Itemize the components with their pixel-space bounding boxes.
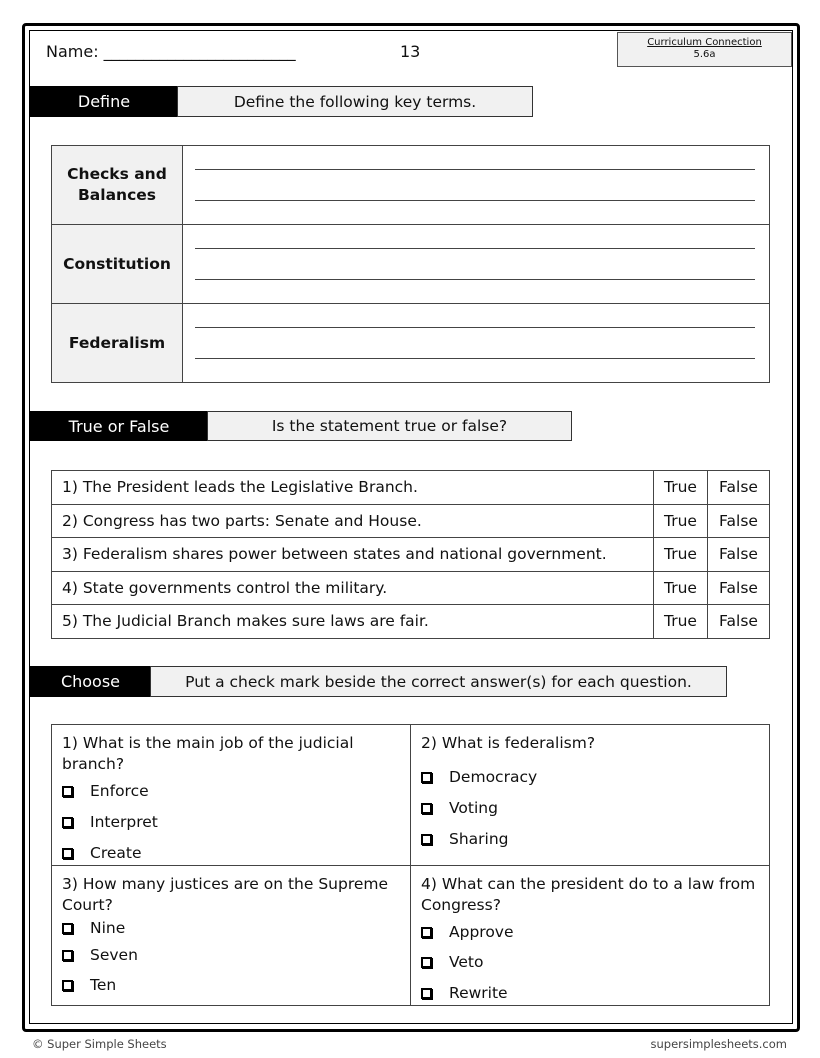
curriculum-connection-box bbox=[617, 32, 792, 67]
question-cell bbox=[52, 866, 411, 1006]
false-option[interactable]: False bbox=[708, 538, 770, 572]
multiple-choice-table bbox=[51, 724, 770, 1006]
false-option[interactable]: False bbox=[708, 504, 770, 538]
question-cell bbox=[411, 725, 770, 866]
answer-option[interactable] bbox=[62, 781, 400, 802]
false-option[interactable]: False bbox=[708, 471, 770, 505]
option-label: Sharing bbox=[449, 830, 509, 848]
answer-option[interactable] bbox=[421, 952, 759, 973]
page-number: 13 bbox=[400, 42, 421, 61]
statement-text: 5) The Judicial Branch makes sure laws are fair. bbox=[52, 605, 654, 639]
question-row bbox=[52, 725, 770, 866]
checkbox-icon[interactable] bbox=[421, 772, 432, 783]
checkbox-icon[interactable] bbox=[421, 988, 432, 999]
statement-row bbox=[52, 504, 770, 538]
checkbox-icon[interactable] bbox=[62, 817, 73, 828]
option-label: Democracy bbox=[449, 768, 538, 786]
website-text: supersimplesheets.com bbox=[650, 1037, 787, 1051]
answer-option[interactable] bbox=[421, 983, 759, 1004]
false-option[interactable]: False bbox=[708, 605, 770, 639]
checkbox-icon[interactable] bbox=[421, 803, 432, 814]
checkbox-icon[interactable] bbox=[62, 923, 73, 934]
answer-option[interactable] bbox=[62, 812, 400, 833]
true-option[interactable]: True bbox=[654, 471, 708, 505]
question-cell bbox=[411, 866, 770, 1006]
copyright-text: © Super Simple Sheets bbox=[32, 1037, 167, 1051]
option-label: Enforce bbox=[90, 782, 149, 800]
option-label: Rewrite bbox=[449, 984, 508, 1002]
checkbox-icon[interactable] bbox=[62, 786, 73, 797]
checkbox-icon[interactable] bbox=[421, 834, 432, 845]
name-field: Name: ________________________ bbox=[46, 42, 296, 61]
answer-lines[interactable] bbox=[183, 225, 770, 304]
question-text: 1) What is the main job of the judicial branch? bbox=[62, 734, 354, 773]
statement-row bbox=[52, 471, 770, 505]
statement-row bbox=[52, 538, 770, 572]
checkbox-icon[interactable] bbox=[62, 848, 73, 859]
checkbox-icon[interactable] bbox=[62, 950, 73, 961]
term-label: Federalism bbox=[68, 333, 166, 352]
term-label: Constitution bbox=[63, 254, 171, 273]
define-instruction: Define the following key terms. bbox=[177, 86, 533, 117]
statement-text: 4) State governments control the military. bbox=[52, 571, 654, 605]
true-option[interactable]: True bbox=[654, 538, 708, 572]
true-false-instruction: Is the statement true or false? bbox=[207, 411, 572, 441]
option-label: Voting bbox=[449, 799, 498, 817]
term-cell bbox=[52, 304, 183, 383]
option-label: Approve bbox=[449, 923, 514, 941]
question-row bbox=[52, 866, 770, 1006]
choose-section-label: Choose bbox=[30, 666, 151, 697]
statement-row bbox=[52, 571, 770, 605]
option-label: Ten bbox=[90, 976, 117, 994]
statement-text: 1) The President leads the Legislative Branch. bbox=[52, 471, 654, 505]
true-option[interactable]: True bbox=[654, 504, 708, 538]
answer-option[interactable] bbox=[62, 975, 400, 996]
question-text: 4) What can the president do to a law from Congress? bbox=[421, 875, 756, 914]
question-text: 2) What is federalism? bbox=[421, 734, 596, 752]
option-label: Create bbox=[90, 844, 142, 862]
question-cell bbox=[52, 725, 411, 866]
define-row bbox=[52, 304, 770, 383]
choose-instruction: Put a check mark beside the correct answer(s) for each question. bbox=[150, 666, 727, 697]
option-label: Seven bbox=[90, 946, 138, 964]
answer-lines[interactable] bbox=[183, 146, 770, 225]
term-label: Balances bbox=[77, 186, 156, 204]
checkbox-icon[interactable] bbox=[62, 980, 73, 991]
term-cell bbox=[52, 225, 183, 304]
checkbox-icon[interactable] bbox=[421, 957, 432, 968]
curriculum-code: 5.6a bbox=[693, 49, 716, 60]
answer-option[interactable] bbox=[62, 843, 400, 864]
answer-option[interactable] bbox=[62, 918, 400, 939]
answer-option[interactable] bbox=[421, 767, 759, 788]
question-text: 3) How many justices are on the Supreme Court? bbox=[62, 875, 389, 914]
true-false-table bbox=[51, 470, 770, 639]
answer-lines[interactable] bbox=[183, 304, 770, 383]
answer-option[interactable] bbox=[421, 798, 759, 819]
define-table bbox=[51, 145, 770, 383]
option-label: Nine bbox=[90, 919, 126, 937]
answer-option[interactable] bbox=[62, 945, 400, 966]
option-label: Veto bbox=[449, 953, 484, 971]
true-false-section-label: True or False bbox=[30, 411, 208, 441]
answer-option[interactable] bbox=[421, 829, 759, 850]
define-row bbox=[52, 225, 770, 304]
statement-text: 2) Congress has two parts: Senate and House. bbox=[52, 504, 654, 538]
define-section-label: Define bbox=[30, 86, 178, 117]
term-cell bbox=[52, 146, 183, 225]
statement-row bbox=[52, 605, 770, 639]
term-label: Checks and bbox=[67, 165, 167, 183]
define-row bbox=[52, 146, 770, 225]
checkbox-icon[interactable] bbox=[421, 927, 432, 938]
false-option[interactable]: False bbox=[708, 571, 770, 605]
true-option[interactable]: True bbox=[654, 605, 708, 639]
answer-option[interactable] bbox=[421, 922, 759, 943]
option-label: Interpret bbox=[90, 813, 158, 831]
curriculum-title: Curriculum Connection bbox=[647, 37, 762, 48]
statement-text: 3) Federalism shares power between states and national government. bbox=[52, 538, 654, 572]
true-option[interactable]: True bbox=[654, 571, 708, 605]
